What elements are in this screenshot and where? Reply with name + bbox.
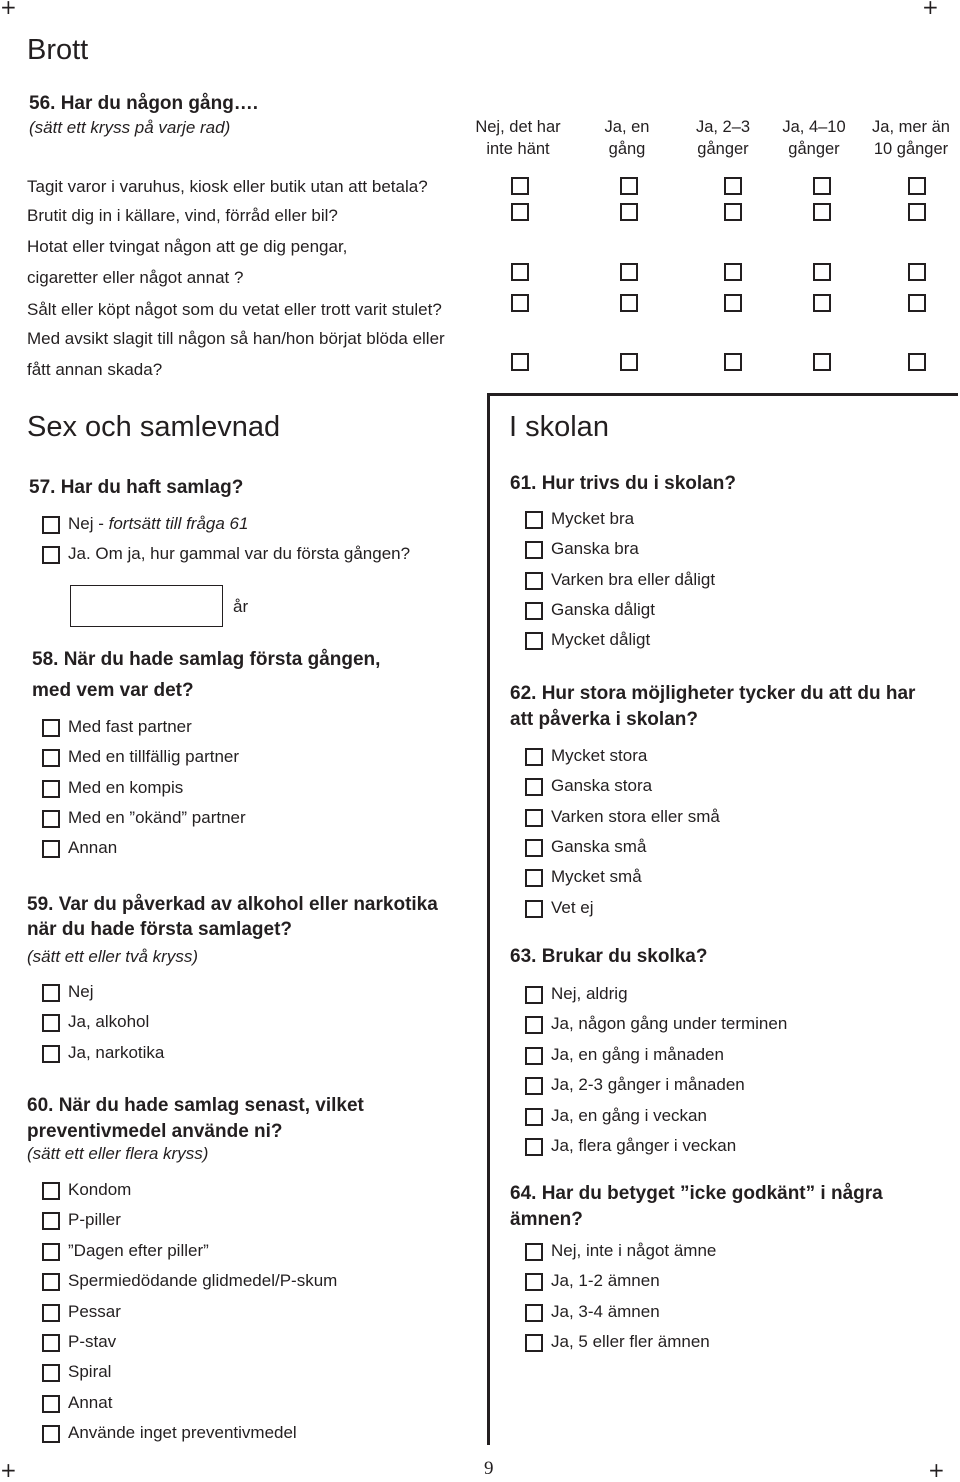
q62-checkbox[interactable] xyxy=(525,869,543,887)
q56-checkbox[interactable] xyxy=(813,177,831,195)
q56-row-label: Brutit dig in i källare, vind, förråd eller bil? xyxy=(27,206,338,225)
q60-checkbox[interactable] xyxy=(42,1395,60,1413)
q57-checkbox[interactable] xyxy=(42,546,60,564)
q56-column-header-line2: gånger xyxy=(788,140,840,158)
age-unit-label: år xyxy=(233,597,249,616)
q60-checkbox[interactable] xyxy=(42,1243,60,1261)
q56-checkbox[interactable] xyxy=(724,353,742,371)
section-title-school: I skolan xyxy=(509,411,609,443)
registration-mark-bottom-left: + xyxy=(0,1458,17,1482)
q56-column-header-line2: gånger xyxy=(697,140,749,158)
page-number: 9 xyxy=(484,1458,494,1479)
q60-title-line2: preventivmedel använde ni? xyxy=(27,1121,283,1142)
q63-option-label: Ja, en gång i månaden xyxy=(551,1044,724,1064)
q61-option-label: Varken bra eller dåligt xyxy=(551,569,716,589)
registration-mark-top-right: + xyxy=(922,0,939,19)
q60-option-label: Spermiedödande glidmedel/P-skum xyxy=(68,1271,338,1291)
q56-column-header xyxy=(572,117,682,160)
q61-option-label: Mycket bra xyxy=(551,509,635,528)
q56-checkbox[interactable] xyxy=(813,203,831,221)
q64-option-label: Ja, 1-2 ämnen xyxy=(551,1271,660,1291)
q58-checkbox[interactable] xyxy=(42,719,60,737)
q58-option-label: Med fast partner xyxy=(68,717,192,736)
q56-checkbox[interactable] xyxy=(620,177,638,195)
q62-option-label: Varken stora eller små xyxy=(551,806,720,826)
q58-option-label: Med en tillfällig partner xyxy=(68,747,240,767)
q58-checkbox[interactable] xyxy=(42,840,60,858)
q58-option-label: Med en ”okänd” partner xyxy=(68,807,246,827)
q60-option-label: P-stav xyxy=(68,1332,117,1351)
q56-checkbox[interactable] xyxy=(813,294,831,312)
q56-column-header-line1: Ja, 4–10 xyxy=(782,118,846,136)
q60-checkbox[interactable] xyxy=(42,1304,60,1322)
q57-option-label xyxy=(68,543,410,565)
q56-row-label-line2: fått annan skada? xyxy=(27,360,163,379)
q56-checkbox[interactable] xyxy=(620,353,638,371)
q61-option-label: Ganska bra xyxy=(551,539,639,559)
q56-title: 56. Har du någon gång…. xyxy=(29,93,259,114)
q59-option-label: Ja, narkotika xyxy=(68,1042,165,1062)
q56-checkbox[interactable] xyxy=(813,353,831,371)
q56-column-header-line1: Ja, 2–3 xyxy=(695,118,751,136)
q59-option-label: Ja, alkohol xyxy=(68,1012,150,1032)
q60-option-label: Spiral xyxy=(68,1362,112,1382)
q56-column-header xyxy=(463,117,573,160)
q64-title-line1: 64. Har du betyget ”icke godkänt” i några xyxy=(510,1183,883,1204)
q61-checkbox[interactable] xyxy=(525,602,543,620)
q56-checkbox[interactable] xyxy=(511,294,529,312)
q60-option-label: Använde inget preventivmedel xyxy=(68,1423,297,1443)
q60-checkbox[interactable] xyxy=(42,1273,60,1291)
q56-column-header xyxy=(759,117,869,160)
q62-checkbox[interactable] xyxy=(525,900,543,918)
q62-option-label: Mycket små xyxy=(551,867,642,887)
q63-checkbox[interactable] xyxy=(525,986,543,1004)
q60-checkbox[interactable] xyxy=(42,1425,60,1443)
q56-row-label: Med avsikt slagit till någon så han/hon börjat blöda eller xyxy=(27,329,445,348)
q63-checkbox[interactable] xyxy=(525,1077,543,1095)
q63-checkbox[interactable] xyxy=(525,1016,543,1034)
q57-option-text: Nej - xyxy=(68,514,109,533)
q62-checkbox[interactable] xyxy=(525,809,543,827)
q59-title-line2: när du hade första samlaget? xyxy=(27,919,293,940)
section-title-crime: Brott xyxy=(27,34,89,66)
q57-option-label xyxy=(68,513,248,535)
q58-title-line2: med vem var det? xyxy=(32,680,194,701)
q58-checkbox[interactable] xyxy=(42,749,60,767)
q62-option-label: Vet ej xyxy=(551,897,594,917)
q63-option-label: Ja, en gång i veckan xyxy=(551,1105,707,1125)
q58-option-label: Annan xyxy=(68,838,118,858)
q61-checkbox[interactable] xyxy=(525,511,543,529)
q57-title: 57. Har du haft samlag? xyxy=(29,477,244,498)
q56-checkbox[interactable] xyxy=(724,177,742,195)
q60-option-label: ”Dagen efter piller” xyxy=(68,1240,209,1260)
q62-option-label: Ganska stora xyxy=(551,776,653,796)
q62-option-label: Mycket stora xyxy=(551,746,648,765)
q56-column-header-line1: Ja, en xyxy=(604,118,650,136)
q57-option-text: Ja. Om ja, hur gammal var du första gången? xyxy=(68,544,411,563)
q60-instruction: (sätt ett eller flera kryss) xyxy=(27,1144,209,1163)
q56-checkbox[interactable] xyxy=(511,263,529,281)
q61-option-label: Ganska dåligt xyxy=(551,599,655,619)
q59-option-label: Nej xyxy=(68,982,94,1001)
q58-checkbox[interactable] xyxy=(42,810,60,828)
q62-option-label: Ganska små xyxy=(551,836,647,856)
q63-option-label: Ja, flera gånger i veckan xyxy=(551,1136,737,1155)
q58-option-label: Med en kompis xyxy=(68,777,184,797)
q58-title-line1: 58. När du hade samlag första gången, xyxy=(32,649,381,670)
q63-checkbox[interactable] xyxy=(525,1047,543,1065)
section-divider-horizontal xyxy=(488,393,958,396)
section-title-sex: Sex och samlevnad xyxy=(27,411,281,443)
q64-option-label: Ja, 3-4 ämnen xyxy=(551,1301,660,1321)
q56-checkbox[interactable] xyxy=(908,263,926,281)
q60-checkbox[interactable] xyxy=(42,1364,60,1382)
q57-checkbox[interactable] xyxy=(42,516,60,534)
q56-checkbox[interactable] xyxy=(724,203,742,221)
q60-option-label: Kondom xyxy=(68,1180,132,1199)
q56-row-label: Tagit varor i varuhus, kiosk eller butik utan att betala? xyxy=(27,177,428,196)
q63-option-label: Ja, någon gång under terminen xyxy=(551,1014,788,1034)
q62-title-line1: 62. Hur stora möjligheter tycker du att du har xyxy=(510,683,916,704)
q56-checkbox[interactable] xyxy=(813,263,831,281)
q56-checkbox[interactable] xyxy=(724,263,742,281)
q56-column-header-line1: Nej, det har xyxy=(475,118,561,136)
q56-row-label: Sålt eller köpt något som du vetat eller trott varit stulet? xyxy=(27,300,442,319)
q56-column-header-line2: gång xyxy=(608,140,646,158)
q56-checkbox[interactable] xyxy=(620,203,638,221)
q56-checkbox[interactable] xyxy=(511,177,529,195)
q56-instruction: (sätt ett kryss på varje rad) xyxy=(29,118,231,137)
q60-option-label: Annat xyxy=(68,1392,113,1412)
q56-checkbox[interactable] xyxy=(620,263,638,281)
q56-checkbox[interactable] xyxy=(620,294,638,312)
q58-checkbox[interactable] xyxy=(42,780,60,798)
q60-checkbox[interactable] xyxy=(42,1334,60,1352)
q56-column-header xyxy=(856,117,960,160)
q60-option-label: Pessar xyxy=(68,1301,121,1321)
q61-checkbox[interactable] xyxy=(525,572,543,590)
age-input-box[interactable] xyxy=(70,585,223,627)
q63-title: 63. Brukar du skolka? xyxy=(510,946,708,967)
q62-checkbox[interactable] xyxy=(525,839,543,857)
q59-checkbox[interactable] xyxy=(42,984,60,1002)
q56-column-header-line2: inte hänt xyxy=(486,140,550,158)
q56-column-header-line1: Ja, mer än xyxy=(872,118,950,136)
registration-mark-bottom-right: + xyxy=(928,1458,945,1482)
q56-checkbox[interactable] xyxy=(511,203,529,221)
q64-title-line2: ämnen? xyxy=(510,1209,583,1230)
q60-title-line1: 60. När du hade samlag senast, vilket xyxy=(27,1095,364,1116)
q60-option-label: P-piller xyxy=(68,1210,121,1230)
q56-row-label: Hotat eller tvingat någon att ge dig pengar, xyxy=(27,237,348,256)
q64-checkbox[interactable] xyxy=(525,1243,543,1261)
q59-instruction: (sätt ett eller två kryss) xyxy=(27,947,198,966)
q56-row-label-line2: cigaretter eller något annat ? xyxy=(27,268,244,287)
q59-checkbox[interactable] xyxy=(42,1045,60,1063)
q57-option-note: fortsätt till fråga 61 xyxy=(108,514,249,533)
q64-option-label: Ja, 5 eller fler ämnen xyxy=(551,1331,710,1351)
q63-option-label: Ja, 2-3 gånger i månaden xyxy=(551,1075,745,1095)
q64-checkbox[interactable] xyxy=(525,1304,543,1322)
q62-title-line2: att påverka i skolan? xyxy=(510,709,698,730)
q63-option-label: Nej, aldrig xyxy=(551,984,628,1003)
q56-checkbox[interactable] xyxy=(908,353,926,371)
q63-checkbox[interactable] xyxy=(525,1138,543,1156)
q62-checkbox[interactable] xyxy=(525,778,543,796)
q62-checkbox[interactable] xyxy=(525,748,543,766)
q56-checkbox[interactable] xyxy=(908,177,926,195)
q56-checkbox[interactable] xyxy=(908,203,926,221)
q56-checkbox[interactable] xyxy=(908,294,926,312)
q60-checkbox[interactable] xyxy=(42,1212,60,1230)
registration-mark-top-left: + xyxy=(0,0,17,19)
q56-column-header-line2: 10 gånger xyxy=(873,140,949,158)
q60-checkbox[interactable] xyxy=(42,1182,60,1200)
section-divider-vertical xyxy=(487,393,490,1445)
q64-checkbox[interactable] xyxy=(525,1334,543,1352)
q63-checkbox[interactable] xyxy=(525,1108,543,1126)
q56-checkbox[interactable] xyxy=(724,294,742,312)
q56-checkbox[interactable] xyxy=(511,353,529,371)
q61-checkbox[interactable] xyxy=(525,632,543,650)
q61-option-label: Mycket dåligt xyxy=(551,630,651,650)
q61-title: 61. Hur trivs du i skolan? xyxy=(510,473,736,494)
q64-checkbox[interactable] xyxy=(525,1273,543,1291)
q64-option-label: Nej, inte i något ämne xyxy=(551,1241,717,1260)
q59-title-line1: 59. Var du påverkad av alkohol eller narkotika xyxy=(27,894,438,915)
q61-checkbox[interactable] xyxy=(525,541,543,559)
q59-checkbox[interactable] xyxy=(42,1014,60,1032)
